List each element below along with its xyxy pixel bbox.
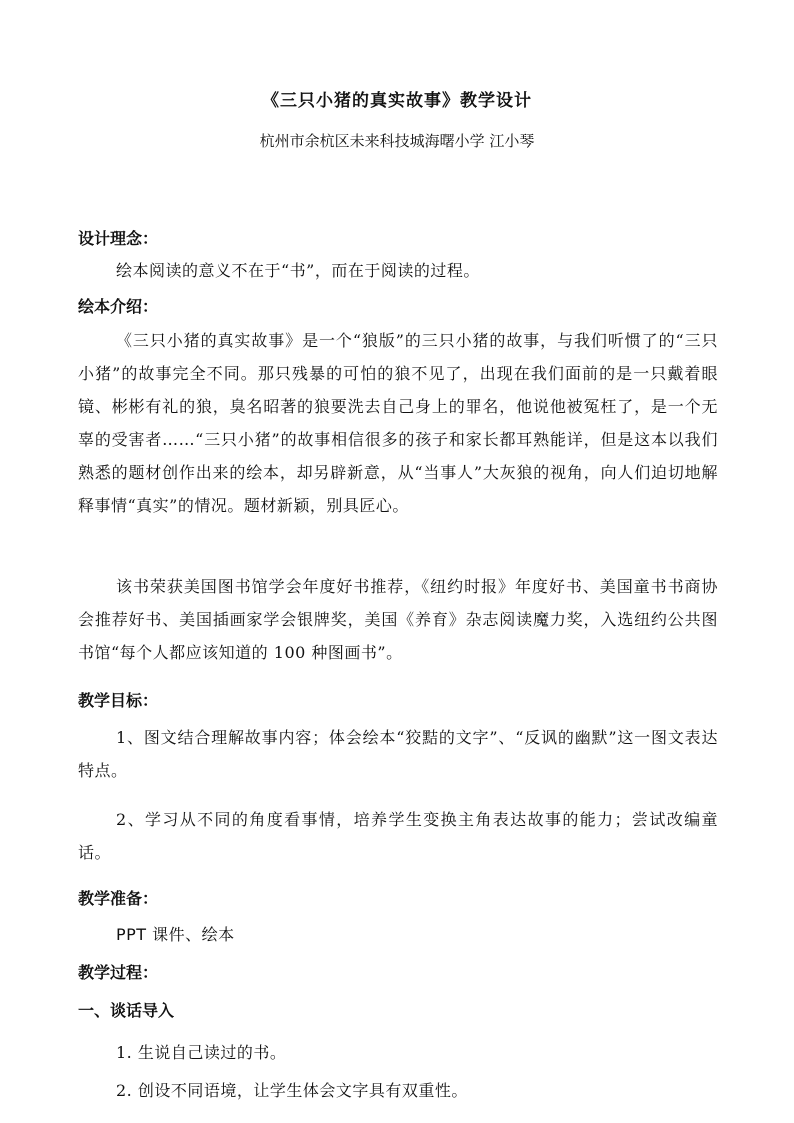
step-1: 1. 生说自己读过的书。 — [116, 1043, 287, 1062]
goal-1: 1、图文结合理解故事内容；体会绘本“狡黠的文字”、“反讽的幽默”这一图文表达特点。 — [78, 728, 718, 780]
goals-heading: 教学目标： — [78, 691, 159, 710]
author-line: 杭州市余杭区未来科技城海曙小学 江小琴 — [259, 132, 535, 150]
intro-paragraph-1: 《三只小猪的真实故事》是一个“狼版”的三只小猪的故事，与我们听惯了的“三只小猪”的故事完全不同。那只残暴的可怕的狼不见了，出现在我们面前的是一只戴着眼镜、彬彬有礼的狼，臭名昭著的狼要洗去自己身上的罪名，他说他被冤枉了，是一个无辜的受害者……“三只小猪”的故事相信很多的孩子和家长都耳熟能详，但是这本以我们熟悉的题材创作出来的绘本，却另辟新意，从“当事人”大灰狼的视角，向人们迫切地解释事情“真实”的情况。题材新颖，别具匠心。 — [78, 331, 718, 515]
concept-text: 绘本阅读的意义不在于“书”，而在于阅读的过程。 — [116, 261, 480, 280]
process-heading: 教学过程： — [78, 963, 159, 982]
intro-heading: 绘本介绍： — [78, 297, 159, 316]
document-title: 《三只小猪的真实故事》教学设计 — [262, 91, 532, 111]
concept-heading: 设计理念： — [78, 229, 159, 248]
goal-2: 2、学习从不同的角度看事情，培养学生变换主角表达故事的能力；尝试改编童话。 — [78, 810, 718, 862]
prep-text: PPT 课件、绘本 — [116, 925, 235, 944]
step-2: 2. 创设不同语境，让学生体会文字具有双重性。 — [116, 1081, 468, 1100]
part-1-heading: 一、谈话导入 — [78, 1001, 175, 1020]
prep-heading: 教学准备： — [78, 889, 159, 908]
intro-paragraph-2: 该书荣获美国图书馆学会年度好书推荐，《纽约时报》年度好书、美国童书书商协会推荐好书、美国插画家学会银牌奖，美国《养育》杂志阅读魔力奖，入选纽约公共图书馆“每个人都应该知道的 100 种图画书”。 — [78, 577, 718, 662]
